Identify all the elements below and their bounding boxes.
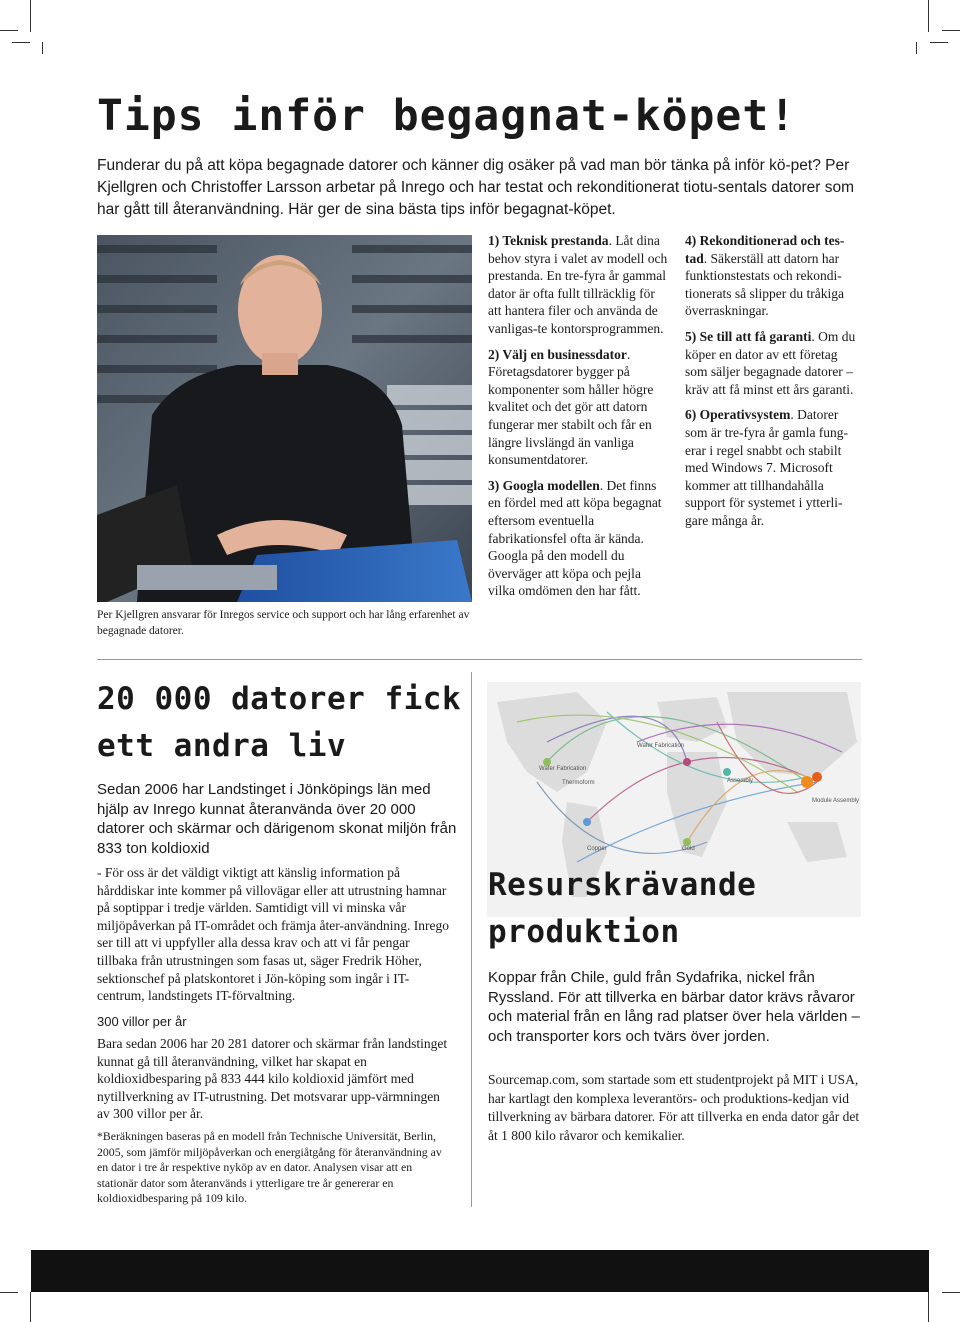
map-label: Assembly — [727, 778, 754, 784]
crop-mark — [942, 30, 960, 31]
article2-body: Sourcemap.com, som startade som ett studentprojekt på MIT i USA, har kartlagt den komplexa leverantörs- och produktions-kedjan vid tillverkning av bärbara datorer. För att tillverka en enda dator går det åt 1 800 kilo råvaror och kemikalier. — [488, 1072, 860, 1143]
crop-mark — [930, 42, 948, 43]
crop-mark — [30, 1292, 31, 1322]
crop-mark — [12, 42, 30, 43]
tips-column-left — [488, 232, 668, 608]
column-divider — [471, 672, 472, 1207]
map-label: Wafer Fabrication — [539, 766, 587, 772]
crop-mark — [928, 0, 929, 32]
section-divider — [97, 659, 862, 660]
tip-item: 5) Se till att få garanti. Om du köper en dator av ett företag som säljer begagnade datorer – kräv att få minst ett års garanti. — [685, 328, 856, 397]
crop-mark — [42, 42, 43, 54]
tip-item: 1) Teknisk prestanda. Låt dina behov styra i valet av modell och prestanda. En tre-fyra år gammal dator är ofta fullt tillräcklig för att hantera filer och använda de vanligas-te kontorsprogrammen. — [488, 233, 668, 336]
article1-subheading: 300 villor per år — [97, 1014, 187, 1029]
portrait-photo — [97, 235, 472, 602]
map-label: Thermoform — [562, 780, 595, 786]
photo-caption: Per Kjellgren ansvarar för Inregos service och support och har lång erfarenhet av begagnade datorer. — [97, 609, 470, 637]
map-label: Gold — [682, 846, 695, 852]
crop-mark — [942, 1292, 960, 1293]
article2-subtitle: Koppar från Chile, guld från Sydafrika, nickel från Ryssland. För att tillverka en bärbar dator krävs råvaror och material från en lång rad platser över hela världen – och transporter kors och tvärs över jorden. — [488, 969, 860, 1045]
page-title: Tips inför begagnat-köpet! — [97, 91, 797, 141]
tip-item: 4) Rekonditionerad och tes-tad. Säkerställ att datorn har funktionstestats och rekondi-tionerats så slipper du tråkiga överraskningar. — [685, 233, 845, 319]
crop-mark — [0, 1292, 18, 1293]
article1-footnote: *Beräkningen baseras på en modell från Technische Universität, Berlin, 2005, som jämför miljöpåverkan och energiåtgång för återanvändning av en dator i tre år respektive nyköp av en dator. Analysen visar att en stationär dator som återanvänds i ytterligare tre år genererar en koldioxidbesparing på 109 kilo. — [97, 1129, 442, 1206]
tip-item: 3) Googla modellen. Det finns en fördel med att köpa begagnat eftersom eventuella fabrikationsfel ofta är kända. Googla på den modell du överväger att köpa och pejla vilka omdömen den har fått. — [488, 477, 662, 599]
footer-bar — [31, 1250, 929, 1292]
tip-item: 2) Välj en businessdator. Företagsdatorer bygger på komponenter som håller högre kvalitet och det gör att datorn fungerar mer stabilt och får en längre livslängd än vanliga konsumentdatorer. — [488, 346, 654, 468]
article1-body2: Bara sedan 2006 har 20 281 datorer och skärmar från landstinget kunnat gå till återanvändning, vilket har skapat en koldioxidbesparing på 833 444 kilo koldioxid jämfört med nytillverkning av IT-utrustning. Det motsvarar upp-värmningen av 300 villor per år. — [97, 1036, 448, 1122]
article2-title: Resurskrävande produktion — [488, 867, 757, 950]
article1-subtitle: Sedan 2006 har Landstinget i Jönköpings län med hjälp av Inrego kunnat återanvända över 20 000 datorer och skärmar och därigenom skonat miljön från 833 ton koldioxid — [97, 781, 457, 857]
crop-mark — [0, 30, 18, 31]
tip-item: 6) Operativsystem. Datorer som är tre-fyra år gamla fung-erar i regel snabbt och stabilt med Windows 7. Microsoft kommer att tillhandahålla support för systemet i ytterli-gare många år. — [685, 407, 849, 528]
lead-paragraph: Funderar du på att köpa begagnade datorer och känner dig osäker på vad man bör tänka på inför kö-pet? Per Kjellgren och Christoffer Larsson arbetar på Inrego och har testat och rekonditionerat tiotu-sentals datorer som har gått till återanvändning. Här ger de sina bästa tips inför begagnat-köpet. — [97, 157, 855, 218]
article1-body: - För oss är det väldigt viktigt att känslig information på hårddiskar inte kommer på villovägar eller att utrustning hamnar på soptippar i tredje världen. Samtidigt vill vi minska vår miljöpåverkan på IT-området och främja åter-användning. Inrego ser till att vi uppfyller alla dessa krav och att vi får pengar tillbaka från utrustningen som fasas ut, säger Fredrik Höher, sektionschef på platskontoret i Jön-köping som ingår i IT-centrum, landstingets IT-förvaltning. — [97, 865, 449, 1004]
crop-mark — [30, 0, 31, 32]
tips-column-right — [685, 232, 863, 538]
map-label: Module Assembly — [812, 798, 860, 804]
crop-mark — [928, 1292, 929, 1322]
article1-title: 20 000 datorer fick ett andra liv — [97, 681, 462, 764]
map-label: Copper — [587, 846, 607, 852]
map-label: Wafer Fabrication — [637, 743, 685, 749]
crop-mark — [916, 42, 917, 54]
